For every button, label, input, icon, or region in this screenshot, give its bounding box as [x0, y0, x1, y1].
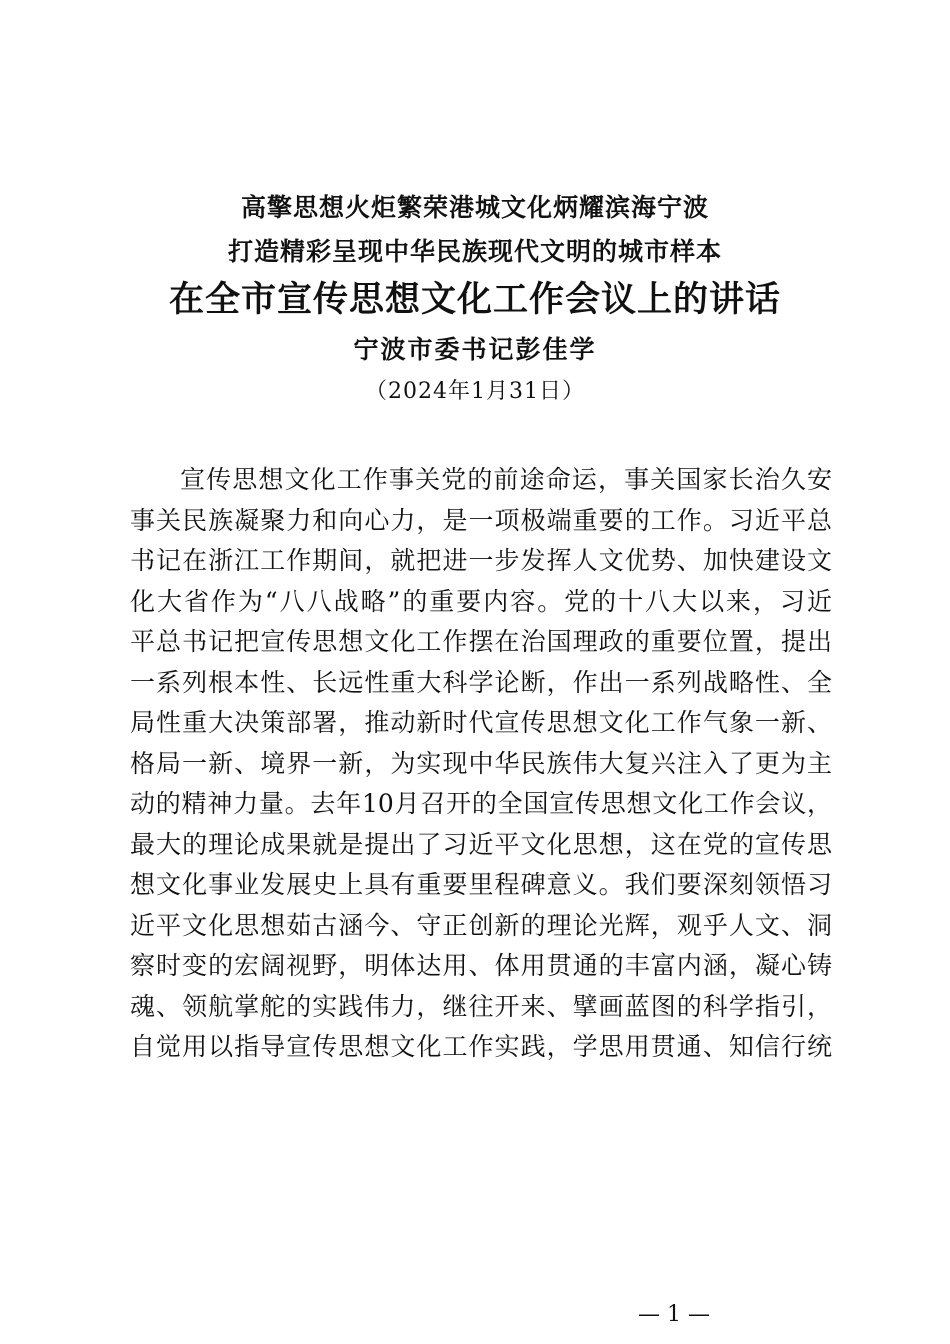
body-line: 自觉用以指导宣传思想文化工作实践，学思用贯通、知信行统	[130, 1032, 832, 1061]
body-paragraph	[130, 460, 832, 1068]
body-line: 近平文化思想茹古涵今、守正创新的理论光辉，观乎人文、洞	[130, 910, 832, 940]
body-line: 动的精神力量。去年10月召开的全国宣传思想文化工作会议，	[130, 789, 832, 818]
body-line: 化大省作为“八八战略”的重要内容。党的十八大以来，习近	[130, 586, 832, 616]
body-line: 书记在浙江工作期间，就把进一步发挥人文优势、加快建设文	[130, 546, 832, 575]
page-title: 在全市宣传思想文化工作会议上的讲话	[168, 279, 781, 320]
body-line: 魂、领航掌舵的实践伟力，继往开来、擘画蓝图的科学指引，	[130, 991, 832, 1021]
body-line: 一系列根本性、长远性重大科学论断，作出一系列战略性、全	[130, 667, 832, 697]
body-line: 平总书记把宣传思想文化工作摆在治国理政的重要位置，提出	[130, 627, 832, 656]
body-line: 格局一新、境界一新，为实现中华民族伟大复兴注入了更为主	[130, 748, 832, 778]
date-line: （2024年1月31日）	[365, 379, 585, 404]
body-line: 最大的理论成果就是提出了习近平文化思想，这在党的宣传思	[130, 829, 832, 859]
subtitle-line-2: 打造精彩呈现中华民族现代文明的城市样本	[227, 237, 722, 266]
body-line: 事关民族凝聚力和向心力，是一项极端重要的工作。习近平总	[130, 505, 832, 535]
body-line: 想文化事业发展史上具有重要里程碑意义。我们要深刻领悟习	[130, 870, 832, 899]
body-line: 局性重大决策部署，推动新时代宣传思想文化工作气象一新、	[130, 708, 832, 737]
author-line: 宁波市委书记彭佳学	[353, 335, 597, 364]
body-line: 察时变的宏阔视野，明体达用、体用贯通的丰富内涵，凝心铸	[130, 951, 832, 980]
body-line: 宣传思想文化工作事关党的前途命运，事关国家长治久安	[180, 465, 832, 494]
page-number: — 1 —	[638, 1302, 710, 1327]
subtitle-line-1: 高擎思想火炬繁荣港城文化炳耀滨海宁波	[240, 193, 709, 222]
